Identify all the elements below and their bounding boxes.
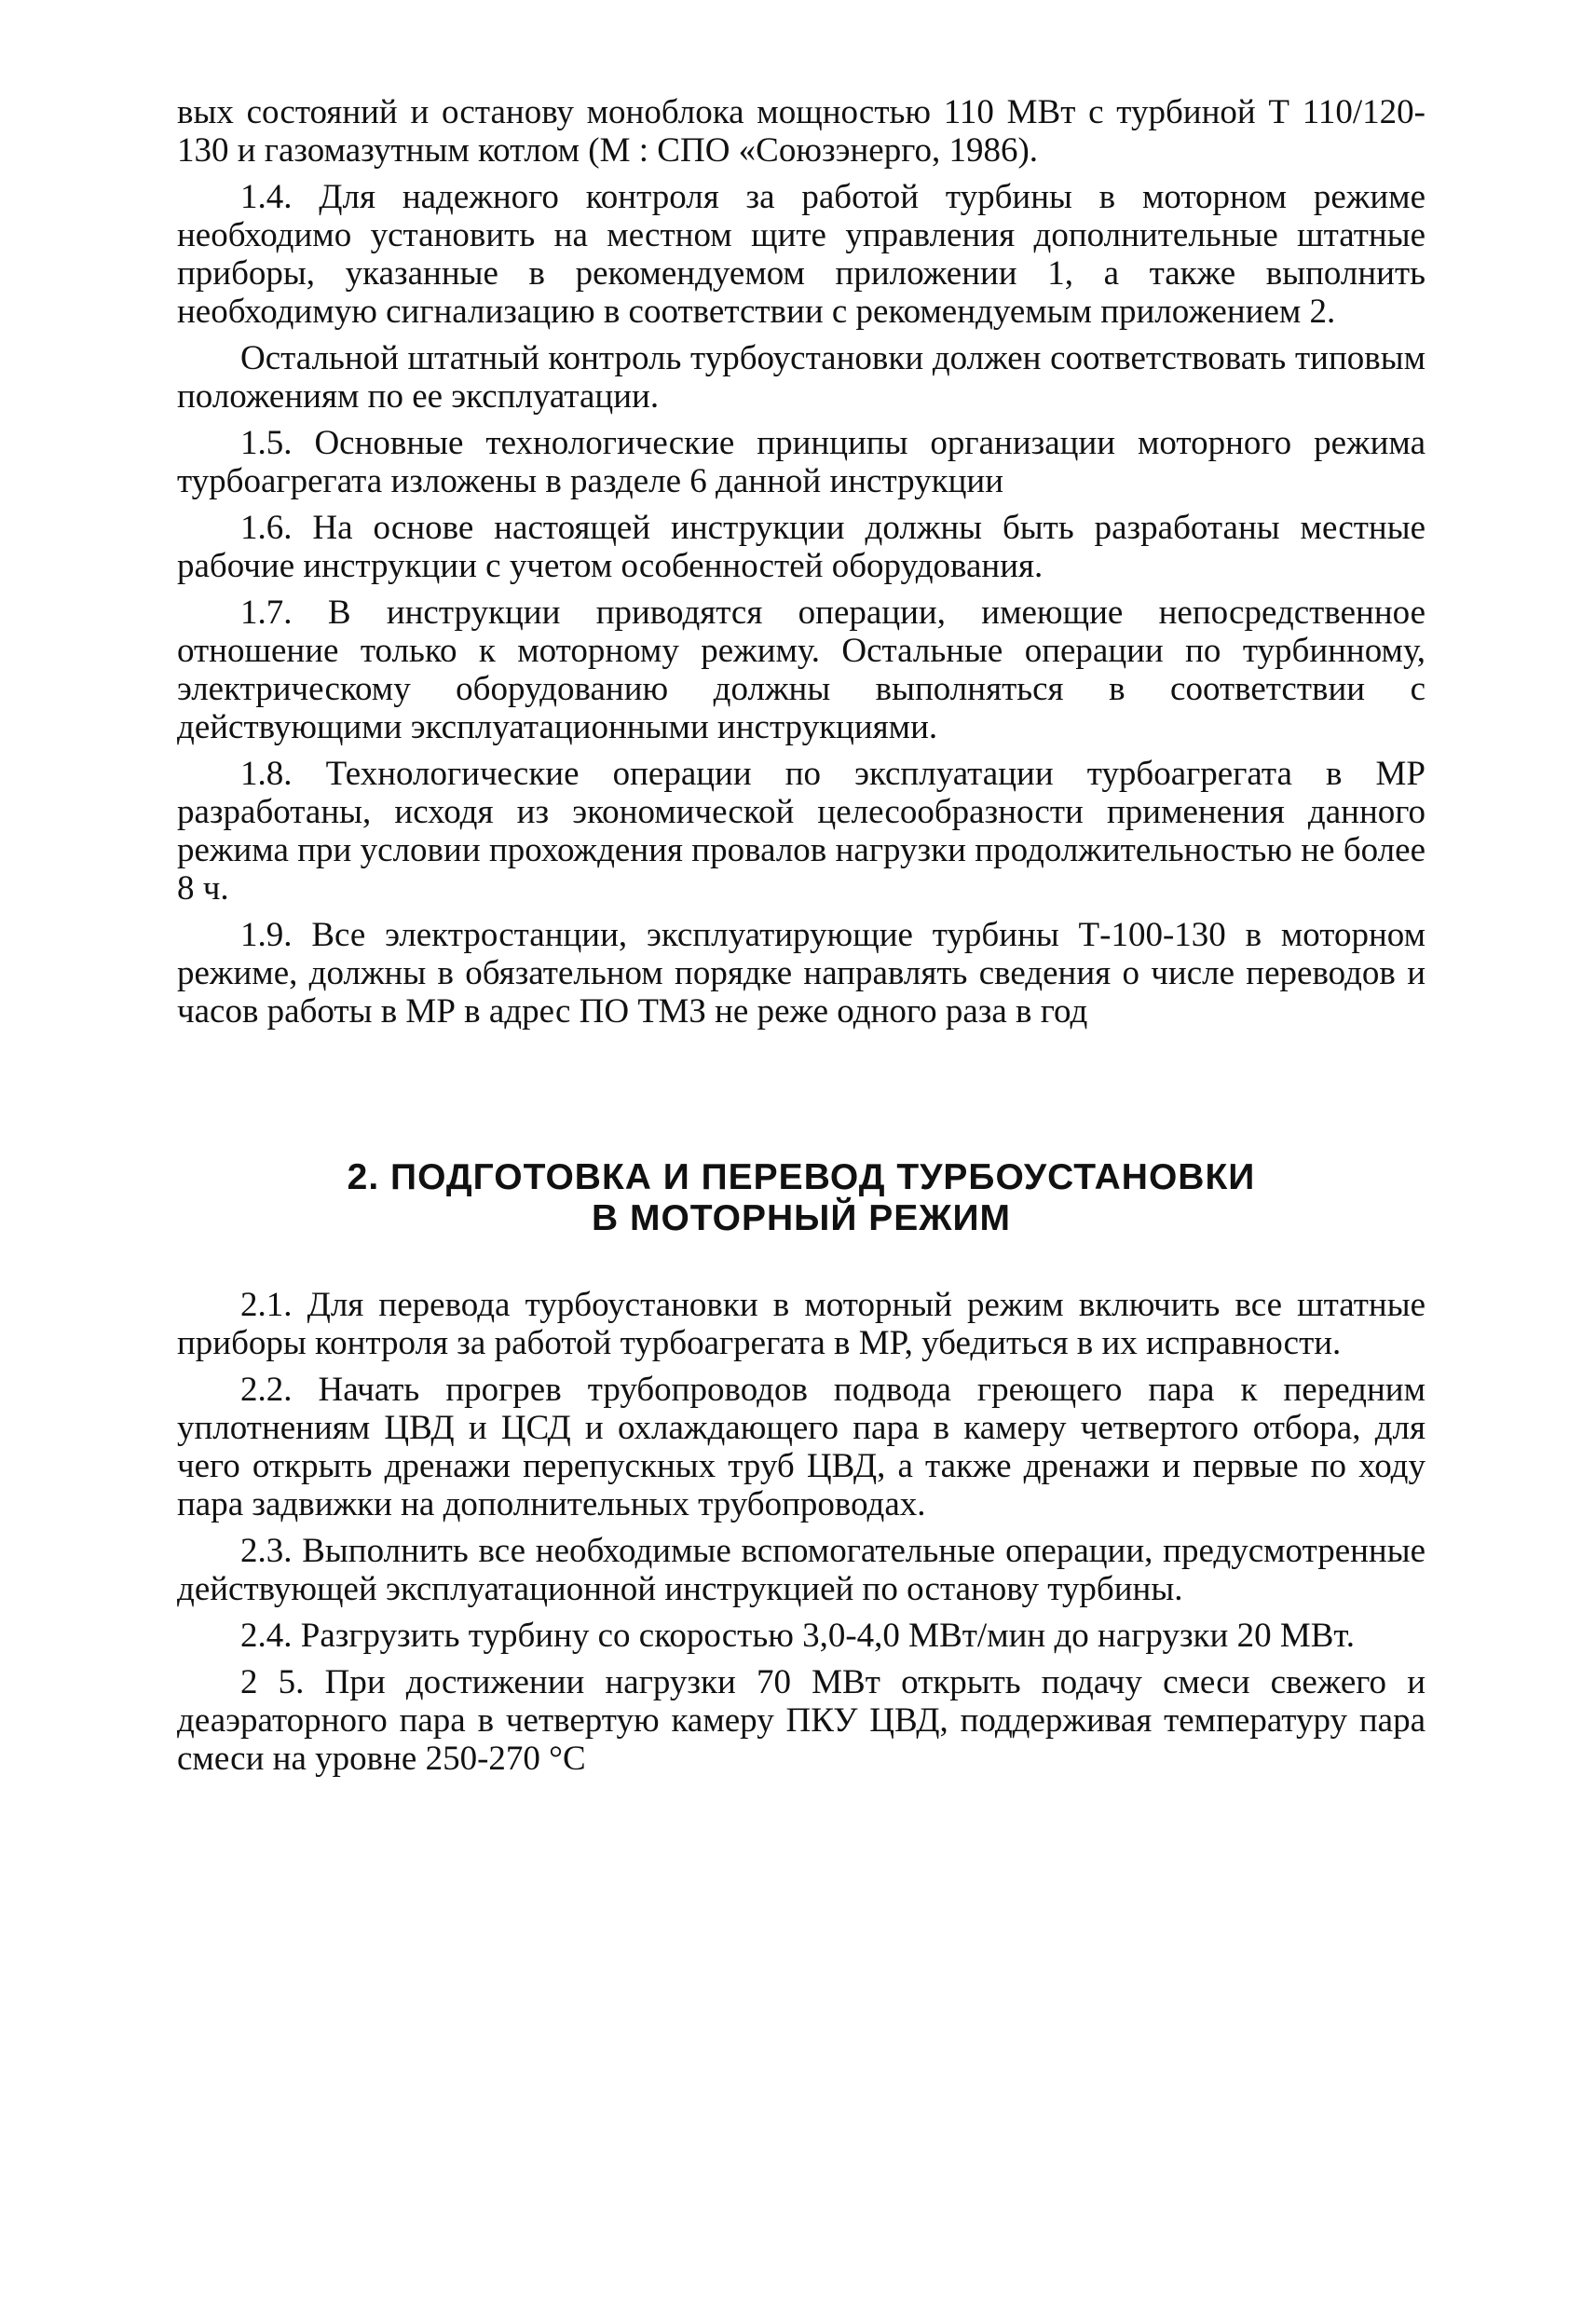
section-1-body [177,93,1425,1031]
document-page [177,93,1425,2236]
paragraph-2-4: 2.4. Разгрузить турбину со скоростью 3,0-4,0 МВт/мин до нагрузки 20 МВт. [240,1617,1356,1655]
paragraph-1-5: 1.5. Основные технологические принципы организации моторного режима турбоагрегата изложены в разделе 6 данной инструкции [177,424,1425,500]
paragraph-2-3: 2.3. Выполнить все необходимые вспомогательные операции, предусмотренные действующей эксплуатационной инструкцией по останову турбины. [177,1532,1425,1608]
paragraph-1-4: 1.4. Для надежного контроля за работой турбины в моторном режиме необходимо установить на местном щите управления дополнительные штатные приборы, указанные в рекомендуемом приложении 1, а также выполнить необходимую сигнализацию в соответствии с рекомендуемым приложением 2. [177,178,1425,331]
section-2-heading-line-2: В МОТОРНЫЙ РЕЖИМ [591,1198,1012,1238]
section-2-body [177,1286,1425,1778]
section-2-heading-line-1: 2. ПОДГОТОВКА И ПЕРЕВОД ТУРБОУСТАНОВКИ [347,1157,1256,1197]
paragraph-2-2: 2.2. Начать прогрев трубопроводов подвода греющего пара к передним уплотнениям ЦВД и ЦСД и охлаждающего пара в камеру четвертого отбора, для чего открыть дренажи перепускных труб ЦВД, а также дренажи и первые по ходу пара задвижки на дополнительных трубопроводах. [177,1371,1425,1523]
paragraph-1-7: 1.7. В инструкции приводятся операции, имеющие непосредственное отношение только к моторному режиму. Остальные операции по турбинному, электрическому оборудованию должны выполняться в соответствии с действующими эксплуатационными инструкциями. [177,594,1425,746]
paragraph-1-9: 1.9. Все электростанции, эксплуатирующие турбины Т-100-130 в моторном режиме, должны в обязательном порядке направлять сведения о числе переводов и часов работы в МР в адрес ПО ТМЗ не реже одного раза в год [177,916,1425,1031]
section-2-heading [177,1157,1425,1239]
paragraph-1-6: 1.6. На основе настоящей инструкции должны быть разработаны местные рабочие инструкции с учетом особенностей оборудования. [177,509,1425,585]
paragraph-2-1: 2.1. Для перевода турбоустановки в моторный режим включить все штатные приборы контроля за работой турбоагрегата в МР, убедиться в их исправности. [177,1286,1425,1362]
paragraph-2-5: 2 5. При достижении нагрузки 70 МВт открыть подачу смеси свежего и деаэраторного пара в четвертую камеру ПКУ ЦВД, поддерживая температуру пара смеси на уровне 250-270 °С [177,1663,1425,1778]
paragraph-1-8: 1.8. Технологические операции по эксплуатации турбоагрегата в МР разработаны, исходя из экономической целесообразности применения данного режима при условии прохождения провалов нагрузки продолжительностью не более 8 ч. [177,755,1425,908]
paragraph-1-3-continued: вых состояний и останову моноблока мощностью 110 МВт с турбиной Т 110/120-130 и газомазутным котлом (М : СПО «Союзэнерго, 1986). [177,93,1425,170]
paragraph-1-4-control: Остальной штатный контроль турбоустановки должен соответствовать типовым положениям по ее эксплуатации. [177,339,1425,416]
